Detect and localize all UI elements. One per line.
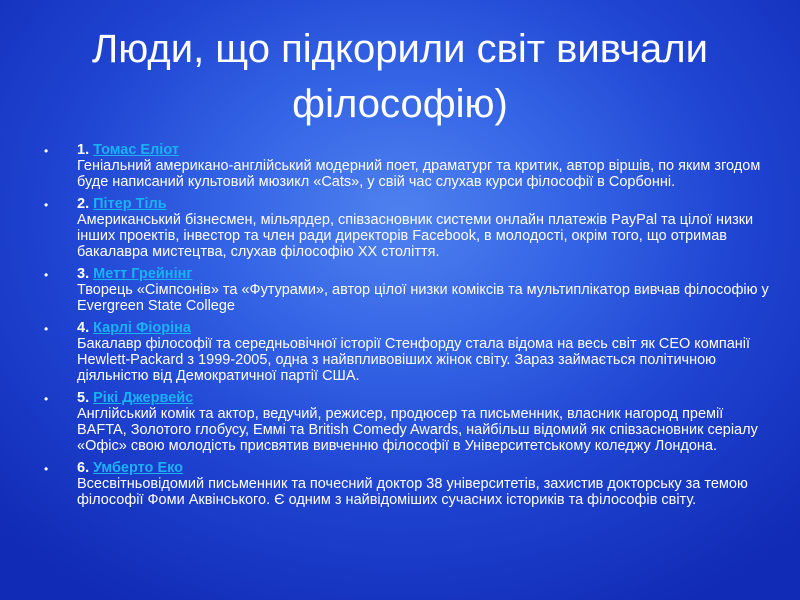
item-number: 3. — [77, 266, 94, 282]
bullet-icon: • — [44, 392, 49, 406]
list-item — [44, 460, 774, 508]
item-number: 4. — [77, 320, 94, 336]
bullet-icon: • — [44, 268, 49, 282]
person-link-thomas-eliot[interactable]: Томас Еліот — [93, 142, 179, 158]
bullet-icon: • — [44, 462, 49, 476]
person-link-peter-thiel[interactable]: Пітер Тіль — [93, 196, 167, 212]
person-description: Американський бізнесмен, мільярдер, співзасновник системи онлайн платежів PayPal та цілої низки інших проектів, інвестор та член ради директорів Facebook, в молодості, окрім того, що отримав бакалавра мистецтва, слухав філософію ХХ століття. — [77, 212, 754, 260]
item-number: 2. — [77, 196, 94, 212]
item-number: 1. — [77, 142, 94, 158]
item-number: 5. — [77, 390, 94, 406]
bullet-icon: • — [44, 144, 49, 158]
person-link-matt-groening[interactable]: Метт Грейнінг — [93, 266, 193, 282]
person-description: Геніальний американо-англійський модерний поет, драматург та критик, автор віршів, по яким згодом буде написаний культовий мюзикл «Cats», у свій час слухав курси філософії в Сорбонні. — [77, 158, 761, 190]
bullet-icon: • — [44, 322, 49, 336]
bullet-icon: • — [44, 198, 49, 212]
person-description: Творець «Сімпсонів» та «Футурами», автор цілої низки коміксів та мультиплікатор вивчав філософію у Evergreen State College — [77, 282, 769, 314]
person-link-umberto-eco[interactable]: Умберто Еко — [93, 460, 184, 476]
person-description: Бакалавр філософії та середньовічної історії Стенфорду стала відома на весь світ як CEO компанії Hewlett-Packard з 1999-2005, одна з найвпливовіших жінок світу. Зараз займається політичною діяльністю від Демократичної партії США. — [77, 336, 751, 384]
list-item — [44, 142, 774, 190]
item-number: 6. — [77, 460, 94, 476]
person-link-ricky-gervais[interactable]: Рікі Джервейс — [93, 390, 194, 406]
list-item — [44, 320, 774, 384]
person-link-carly-fiorina[interactable]: Карлі Фіоріна — [93, 320, 191, 336]
people-list — [44, 142, 774, 514]
list-item — [44, 390, 774, 454]
list-item — [44, 266, 774, 314]
person-description: Англійський комік та актор, ведучий, режисер, продюсер та письменник, власник нагород премії BAFTA, Золотого глобусу, Еммі та British Comedy Awards, найбільш відомий як співзасновник серіалу «Офіс» свою молодість присвятив вивченню філософії в Університетському коледжу Лондона. — [77, 406, 758, 454]
slide-title: Люди, що підкорили світ вивчали філософію) — [92, 27, 708, 126]
person-description: Всесвітньовідомий письменник та почесний доктор 38 університетів, захистив докторську за темою філософії Фоми Аквінського. Є одним з найвідоміших сучасних істориків та філософів світу. — [77, 476, 748, 508]
list-item — [44, 196, 774, 260]
